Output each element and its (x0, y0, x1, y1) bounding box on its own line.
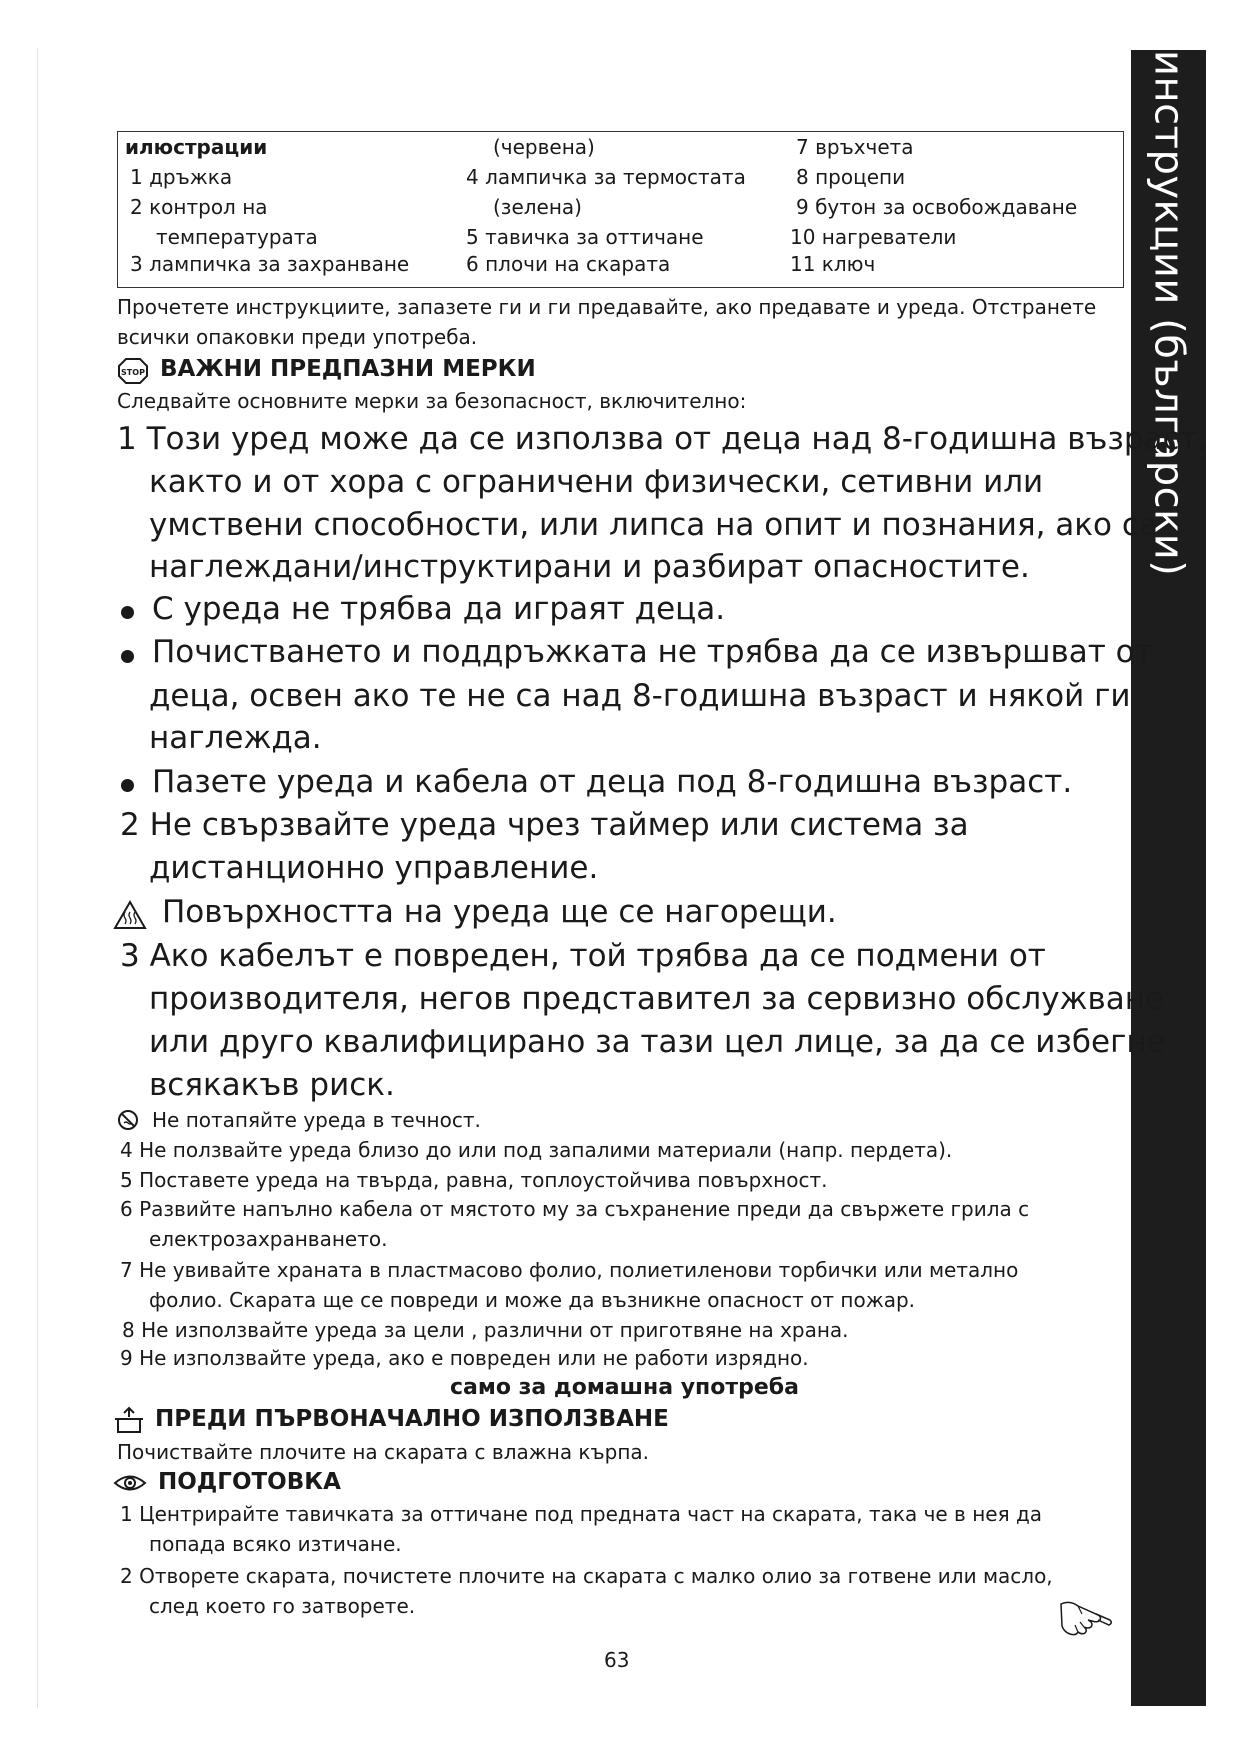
safety-item-2: 2 Не свързвайте уреда чрез таймер или система за (120, 807, 969, 843)
first-use-heading: ПРЕДИ ПЪРВОНАЧАЛНО ИЗПОЛЗВАНЕ (155, 1406, 669, 1432)
safety-item-3-cont: производителя, негов представител за сервизно обслужване (149, 981, 1165, 1017)
hot-surface-warning-icon (113, 900, 147, 930)
illustration-item: температурата (156, 225, 318, 249)
page-margin-line (37, 48, 38, 1708)
illustration-item: 6 плочи на скарата (466, 252, 671, 276)
safety-item-1-cont: наглеждани/инструктирани и разбират опасностите. (149, 549, 1030, 585)
safety-item-9: 9 Не използвайте уреда, ако е повреден или не работи изрядно. (120, 1346, 809, 1370)
safety-subheading: Следвайте основните мерки за безопасност, включително: (117, 389, 747, 413)
preparation-item-2-cont: след което го затворете. (149, 1594, 416, 1618)
pointing-hand-icon (1058, 1592, 1114, 1638)
safety-bullet-1: С уреда не трябва да играят деца. (152, 591, 726, 627)
illustrations-box (117, 131, 1124, 288)
illustration-item: 9 бутон за освобождаване (796, 195, 1078, 219)
preparation-item-1: 1 Центрирайте тавичката за оттичане под предната част на скарата, така че в нея да (120, 1502, 1043, 1526)
household-use-note: само за домашна употреба (450, 1375, 799, 1400)
safety-item-7: 7 Не увивайте храната в пластмасово фолио, полиетиленови торбички или метално (120, 1258, 1019, 1282)
unpack-box-icon (114, 1406, 144, 1434)
illustration-item: (червена) (493, 135, 595, 159)
preparation-item-1-cont: попада всяко изтичане. (149, 1532, 402, 1556)
safety-item-1: 1 Този уред може да се използва от деца над 8-годишна възраст, (117, 421, 1208, 457)
no-immerse-text: Не потапяйте уреда в течност. (152, 1108, 481, 1132)
safety-bullet-2-cont: наглежда. (149, 720, 322, 756)
illustration-item: 3 лампичка за захранване (130, 252, 410, 276)
svg-text:STOP: STOP (121, 368, 145, 377)
preparation-item-2: 2 Отворете скарата, почистете плочите на скарата с малко олио за готвене или масло, (120, 1564, 1053, 1588)
illustration-item: 2 контрол на (130, 195, 268, 219)
safety-item-1-cont: умствени способности, или липса на опит и познания, ако са (149, 507, 1158, 543)
side-tab (1131, 50, 1206, 650)
page-number: 63 (604, 1648, 630, 1672)
safety-item-6-cont: електрозахранването. (149, 1227, 388, 1251)
safety-item-4: 4 Не ползвайте уреда близо до или под запалими материали (напр. пердета). (120, 1138, 953, 1162)
illustration-item: 10 нагреватели (790, 225, 957, 249)
safety-bullet-2: Почистването и поддръжката не трябва да се извършват от (152, 634, 1153, 670)
eye-icon (113, 1472, 147, 1494)
illustration-item: 11 ключ (790, 252, 876, 276)
bullet-icon (121, 779, 134, 792)
no-immerse-icon (117, 1109, 139, 1131)
safety-item-5: 5 Поставете уреда на твърда, равна, топлоустойчива повърхност. (120, 1168, 828, 1192)
bullet-icon (121, 606, 134, 619)
safety-heading: ВАЖНИ ПРЕДПАЗНИ МЕРКИ (160, 356, 536, 382)
first-use-text: Почиствайте плочите на скарата с влажна кърпа. (117, 1440, 650, 1464)
safety-item-3: 3 Ако кабелът е повреден, той трябва да се подмени от (120, 938, 1046, 974)
intro-line: Прочетете инструкциите, запазете ги и ги предавайте, ако предавате и уреда. Отстранете (117, 295, 1097, 319)
safety-item-8: 8 Не използвайте уреда за цели , различни от приготвяне на храна. (122, 1318, 849, 1342)
side-tab-label: инструкции (български) (1145, 50, 1192, 577)
illustration-item: (зелена) (493, 195, 582, 219)
illustration-item: 7 връхчета (796, 135, 914, 159)
bullet-icon (121, 650, 134, 663)
illustration-item: 5 тавичка за оттичане (466, 225, 704, 249)
safety-item-2-cont: дистанционно управление. (149, 850, 599, 886)
safety-item-7-cont: фолио. Скарата ще се повреди и може да възникне опасност от пожар. (149, 1288, 916, 1312)
safety-item-3-cont: всякакъв риск. (149, 1067, 395, 1103)
intro-line: всички опаковки преди употреба. (117, 325, 478, 349)
illustrations-title: илюстрации (125, 135, 268, 159)
safety-item-1-cont: както и от хора с ограничени физически, сетивни или (149, 464, 1044, 500)
stop-icon (118, 358, 148, 384)
safety-bullet-3: Пазете уреда и кабела от деца под 8-годишна възраст. (152, 764, 1073, 800)
illustration-item: 1 дръжка (130, 165, 233, 189)
illustration-item: 4 лампичка за термостата (466, 165, 746, 189)
hot-surface-warning: Повърхността на уреда ще се нагорещи. (162, 894, 837, 930)
safety-bullet-2-cont: деца, освен ако те не са над 8-годишна възраст и някой ги (149, 678, 1131, 714)
safety-item-3-cont: или друго квалифицирано за тази цел лице, за да се избегне (149, 1024, 1166, 1060)
preparation-heading: ПОДГОТОВКА (158, 1469, 341, 1495)
illustration-item: 8 процепи (796, 165, 906, 189)
safety-item-6: 6 Развийте напълно кабела от мястото му за съхранение преди да свържете грила с (120, 1197, 1030, 1221)
